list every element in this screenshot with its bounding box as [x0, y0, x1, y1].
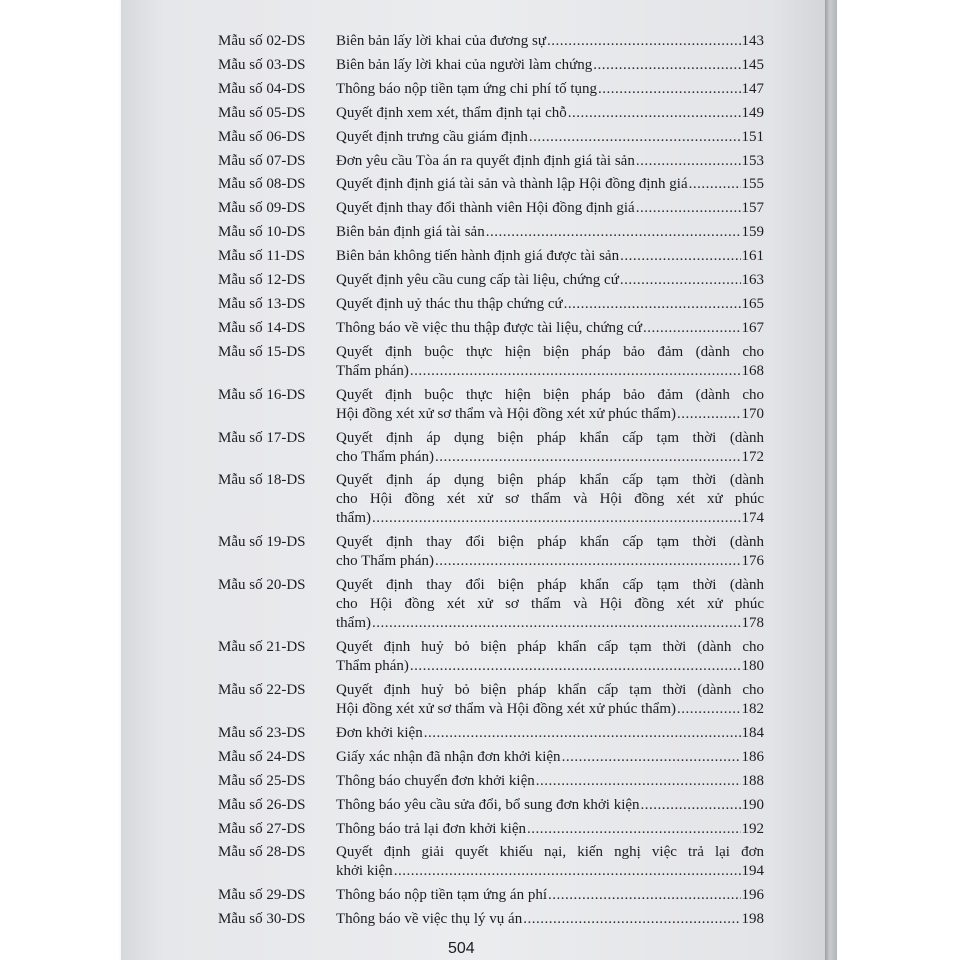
- entry-title-text: Quyết định huỷ bỏ biện pháp khẩn cấp tạm thời (dành cho: [336, 639, 764, 656]
- entry-title-line: [336, 700, 764, 719]
- entry-title: [336, 638, 764, 676]
- page-ref: 147: [741, 80, 764, 97]
- entry-title-line: [336, 56, 764, 75]
- entry-title-line: [336, 405, 764, 424]
- form-code: Mẫu số 14-DS: [218, 319, 306, 336]
- dot-leader: [424, 724, 741, 743]
- dot-leader: [636, 152, 741, 171]
- entry-title: [336, 152, 764, 171]
- entry-title-line: [336, 796, 764, 815]
- form-code: Mẫu số 05-DS: [218, 104, 306, 121]
- page-ref: 157: [741, 200, 764, 217]
- entry-title-line: [336, 910, 764, 929]
- entry-title-text: cho Thẩm phán): [336, 448, 435, 465]
- form-code: Mẫu số 06-DS: [218, 128, 306, 145]
- entry-title-line: [336, 175, 764, 194]
- entry-title-text: Quyết định thay đổi biện pháp khẩn cấp tạm thời (dành: [336, 534, 764, 551]
- page-ref: 165: [741, 295, 764, 312]
- dot-leader: [410, 362, 741, 381]
- dot-leader: [435, 448, 740, 467]
- form-code: Mẫu số 08-DS: [218, 176, 306, 193]
- entry-title-text: Biên bản lấy lời khai của đương sự: [336, 33, 546, 49]
- entry-title: [336, 533, 764, 571]
- page-ref: 198: [741, 911, 764, 928]
- entry-title: [336, 772, 764, 791]
- entry-title-line: [336, 362, 764, 381]
- entry-title-text: Quyết định xem xét, thẩm định tại chỗ: [336, 104, 567, 121]
- entry-title-text: Quyết định trưng cầu giám định: [336, 128, 528, 145]
- entry-title-line: [336, 80, 764, 99]
- entry-title: [336, 796, 764, 815]
- form-code: Mẫu số 16-DS: [218, 386, 306, 403]
- entry-title-text: Hội đồng xét xử sơ thẩm và Hội đồng xét xử phúc thẩm): [336, 405, 676, 422]
- entry-title: [336, 429, 764, 467]
- dot-leader: [689, 175, 741, 194]
- entry-title: [336, 128, 764, 147]
- entry-title-line: [336, 490, 764, 509]
- entry-title-line: [336, 429, 764, 448]
- entry-title-line: [336, 772, 764, 791]
- entry-title: [336, 843, 764, 881]
- entry-title: [336, 271, 764, 290]
- entry-title-text: Thông báo trả lại đơn khởi kiện: [336, 820, 526, 837]
- page-ref: 184: [741, 724, 764, 741]
- form-code: Mẫu số 10-DS: [218, 224, 306, 241]
- entry-title-line: [336, 638, 764, 657]
- entry-title-line: [336, 448, 764, 467]
- entry-title-text: thẩm): [336, 510, 371, 527]
- page-ref: 145: [741, 56, 764, 73]
- dot-leader: [641, 796, 741, 815]
- form-code: Mẫu số 02-DS: [218, 33, 306, 49]
- entry-title-text: Quyết định giải quyết khiếu nại, kiến nghị việc trả lại đơn: [336, 844, 764, 861]
- dot-leader: [593, 56, 740, 75]
- form-code: Mẫu số 04-DS: [218, 80, 306, 97]
- entry-title-text: cho Hội đồng xét xử sơ thẩm và Hội đồng xét xử phúc: [336, 596, 764, 613]
- entry-title-text: Quyết định thay đổi biện pháp khẩn cấp tạm thời (dành: [336, 577, 764, 594]
- entry-title: [336, 247, 764, 266]
- dot-leader: [548, 886, 740, 905]
- entry-title-text: Đơn khởi kiện: [336, 724, 423, 741]
- entry-title: [336, 724, 764, 743]
- entry-title-line: [336, 533, 764, 552]
- page-ref: 194: [741, 863, 764, 880]
- entry-title-text: Đơn yêu cầu Tòa án ra quyết định định giá tài sản: [336, 152, 635, 169]
- dot-leader: [372, 614, 741, 633]
- entry-title-text: Thông báo yêu cầu sửa đổi, bổ sung đơn khởi kiện: [336, 796, 640, 813]
- page-ref: 196: [741, 887, 764, 904]
- page-ref: 176: [741, 553, 764, 570]
- entry-title-text: Hội đồng xét xử sơ thẩm và Hội đồng xét xử phúc thẩm): [336, 701, 676, 717]
- entry-title: [336, 175, 764, 194]
- entry-title: [336, 386, 764, 424]
- dot-leader: [435, 552, 740, 571]
- entry-title: [336, 223, 764, 242]
- form-code: Mẫu số 15-DS: [218, 343, 306, 360]
- entry-title-text: Quyết định áp dụng biện pháp khẩn cấp tạm thời (dành: [336, 429, 764, 446]
- dot-leader: [564, 295, 741, 314]
- entry-title: [336, 32, 764, 51]
- form-code: Mẫu số 07-DS: [218, 152, 306, 169]
- dot-leader: [394, 862, 741, 881]
- dot-leader: [547, 32, 741, 51]
- form-code: Mẫu số 29-DS: [218, 887, 306, 904]
- entry-title: [336, 471, 764, 528]
- entry-title: [336, 681, 764, 719]
- page-ref: 186: [741, 748, 764, 765]
- page-number: 504: [448, 940, 475, 957]
- entry-title-text: Thông báo nộp tiền tạm ứng chi phí tố tụng: [336, 80, 598, 97]
- entry-title-line: [336, 820, 764, 839]
- entry-title-line: [336, 595, 764, 614]
- entry-title-line: [336, 886, 764, 905]
- entry-title-line: [336, 614, 764, 633]
- form-code: Mẫu số 19-DS: [218, 534, 306, 551]
- entry-title-text: Biên bản lấy lời khai của người làm chứng: [336, 56, 593, 73]
- entry-title-text: cho Thẩm phán): [336, 553, 435, 570]
- entry-title: [336, 56, 764, 75]
- entry-title-line: [336, 319, 764, 338]
- page-ref: 161: [741, 248, 764, 265]
- entry-title-line: [336, 247, 764, 266]
- form-code: Mẫu số 18-DS: [218, 472, 306, 489]
- entry-title-text: Quyết định thay đổi thành viên Hội đồng định giá: [336, 200, 635, 217]
- entry-title-text: Quyết định uỷ thác thu thập chứng cứ: [336, 295, 563, 312]
- entry-title-line: [336, 509, 764, 528]
- entry-title-text: khởi kiện: [336, 863, 393, 880]
- page-ref: 172: [741, 448, 764, 465]
- entry-title: [336, 295, 764, 314]
- entry-title-line: [336, 104, 764, 123]
- entry-title: [336, 319, 764, 338]
- entry-title: [336, 576, 764, 633]
- dot-leader: [523, 910, 740, 929]
- page-ref: 168: [741, 362, 764, 379]
- form-code: Mẫu số 21-DS: [218, 639, 306, 656]
- page-ref: 178: [741, 615, 764, 632]
- dot-leader: [486, 223, 741, 242]
- form-code: Mẫu số 26-DS: [218, 796, 306, 813]
- entry-title-line: [336, 32, 764, 51]
- entry-title-line: [336, 271, 764, 290]
- entry-title-text: Quyết định áp dụng biện pháp khẩn cấp tạm thời (dành: [336, 472, 764, 489]
- entry-title-line: [336, 223, 764, 242]
- form-code: Mẫu số 03-DS: [218, 56, 306, 73]
- form-code: Mẫu số 27-DS: [218, 820, 306, 837]
- entry-title-line: [336, 471, 764, 490]
- entry-title: [336, 820, 764, 839]
- dot-leader: [677, 405, 741, 424]
- dot-leader: [410, 657, 741, 676]
- entry-title-text: cho Hội đồng xét xử sơ thẩm và Hội đồng xét xử phúc: [336, 491, 764, 508]
- form-code: Mẫu số 23-DS: [218, 724, 306, 741]
- entry-title-line: [336, 748, 764, 767]
- dot-leader: [568, 104, 741, 123]
- dot-leader: [598, 80, 740, 99]
- entry-title-line: [336, 295, 764, 314]
- page-ref: 180: [741, 658, 764, 675]
- page-ref: 153: [741, 152, 764, 169]
- entry-title: [336, 910, 764, 929]
- page-ref: 167: [741, 319, 764, 336]
- entry-title-line: [336, 552, 764, 571]
- entry-title-text: Quyết định yêu cầu cung cấp tài liệu, chứng cứ: [336, 272, 619, 288]
- entry-title-text: Thông báo về việc thu thập được tài liệu, chứng cứ: [336, 319, 642, 336]
- entry-title: [336, 748, 764, 767]
- entry-title-line: [336, 843, 764, 862]
- entry-title: [336, 199, 764, 218]
- page-ref: 151: [741, 128, 764, 145]
- form-code: Mẫu số 30-DS: [218, 911, 306, 928]
- entry-title-text: Biên bản định giá tài sản: [336, 224, 485, 241]
- page-ref: 149: [741, 104, 764, 121]
- dot-leader: [529, 128, 741, 147]
- dot-leader: [620, 247, 740, 266]
- entry-title-text: Biên bản không tiến hành định giá được tài sản: [336, 248, 620, 265]
- page-ref: 170: [741, 405, 764, 422]
- entry-title-line: [336, 343, 764, 362]
- entry-title-text: Quyết định buộc thực hiện biện pháp bảo đảm (dành cho: [336, 386, 764, 403]
- entry-title: [336, 343, 764, 381]
- entry-title-line: [336, 576, 764, 595]
- form-code: Mẫu số 09-DS: [218, 200, 306, 217]
- entry-title: [336, 886, 764, 905]
- page-ref: 163: [741, 272, 764, 288]
- entry-title-text: Quyết định định giá tài sản và thành lập Hội đồng định giá: [336, 176, 688, 193]
- page-ref: 155: [741, 176, 764, 193]
- dot-leader: [620, 271, 741, 290]
- form-code: Mẫu số 17-DS: [218, 429, 306, 446]
- page-ref: 174: [741, 510, 764, 527]
- entry-title-text: Thông báo nộp tiền tạm ứng án phí: [336, 887, 548, 904]
- page-ref: 143: [741, 33, 764, 49]
- form-code: Mẫu số 28-DS: [218, 844, 306, 861]
- entry-title-text: Quyết định buộc thực hiện biện pháp bảo đảm (dành cho: [336, 343, 764, 360]
- entry-title-text: thẩm): [336, 615, 371, 632]
- form-code: Mẫu số 20-DS: [218, 577, 306, 594]
- entry-title-line: [336, 199, 764, 218]
- dot-leader: [527, 820, 741, 839]
- entry-title-text: Thẩm phán): [336, 658, 409, 675]
- form-code: Mẫu số 11-DS: [218, 248, 305, 265]
- dot-leader: [643, 319, 741, 338]
- entry-title-line: [336, 862, 764, 881]
- entry-title-text: Thẩm phán): [336, 362, 409, 379]
- form-code: Mẫu số 24-DS: [218, 748, 306, 765]
- entry-title-line: [336, 724, 764, 743]
- form-code: Mẫu số 25-DS: [218, 772, 306, 789]
- entry-title-line: [336, 128, 764, 147]
- page-ref: 190: [741, 796, 764, 813]
- entry-title-text: Giấy xác nhận đã nhận đơn khởi kiện: [336, 748, 561, 765]
- dot-leader: [536, 772, 741, 791]
- dot-leader: [562, 748, 741, 767]
- entry-title-line: [336, 152, 764, 171]
- form-code: Mẫu số 12-DS: [218, 272, 306, 288]
- entry-title-text: Thông báo chuyển đơn khởi kiện: [336, 772, 535, 789]
- entry-title-text: Quyết định huỷ bỏ biện pháp khẩn cấp tạm thời (dành cho: [336, 682, 764, 698]
- dot-leader: [636, 199, 741, 218]
- entry-title-line: [336, 657, 764, 676]
- dot-leader: [677, 700, 741, 719]
- entry-title: [336, 80, 764, 99]
- entry-title: [336, 104, 764, 123]
- page-ref: 188: [741, 772, 764, 789]
- page-ref: 182: [741, 701, 764, 717]
- entry-title-text: Thông báo về việc thụ lý vụ án: [336, 911, 523, 928]
- form-code: Mẫu số 22-DS: [218, 682, 306, 698]
- page-ref: 159: [741, 224, 764, 241]
- entry-title-line: [336, 681, 764, 700]
- form-code: Mẫu số 13-DS: [218, 295, 306, 312]
- dot-leader: [372, 509, 741, 528]
- page-ref: 192: [741, 820, 764, 837]
- entry-title-line: [336, 386, 764, 405]
